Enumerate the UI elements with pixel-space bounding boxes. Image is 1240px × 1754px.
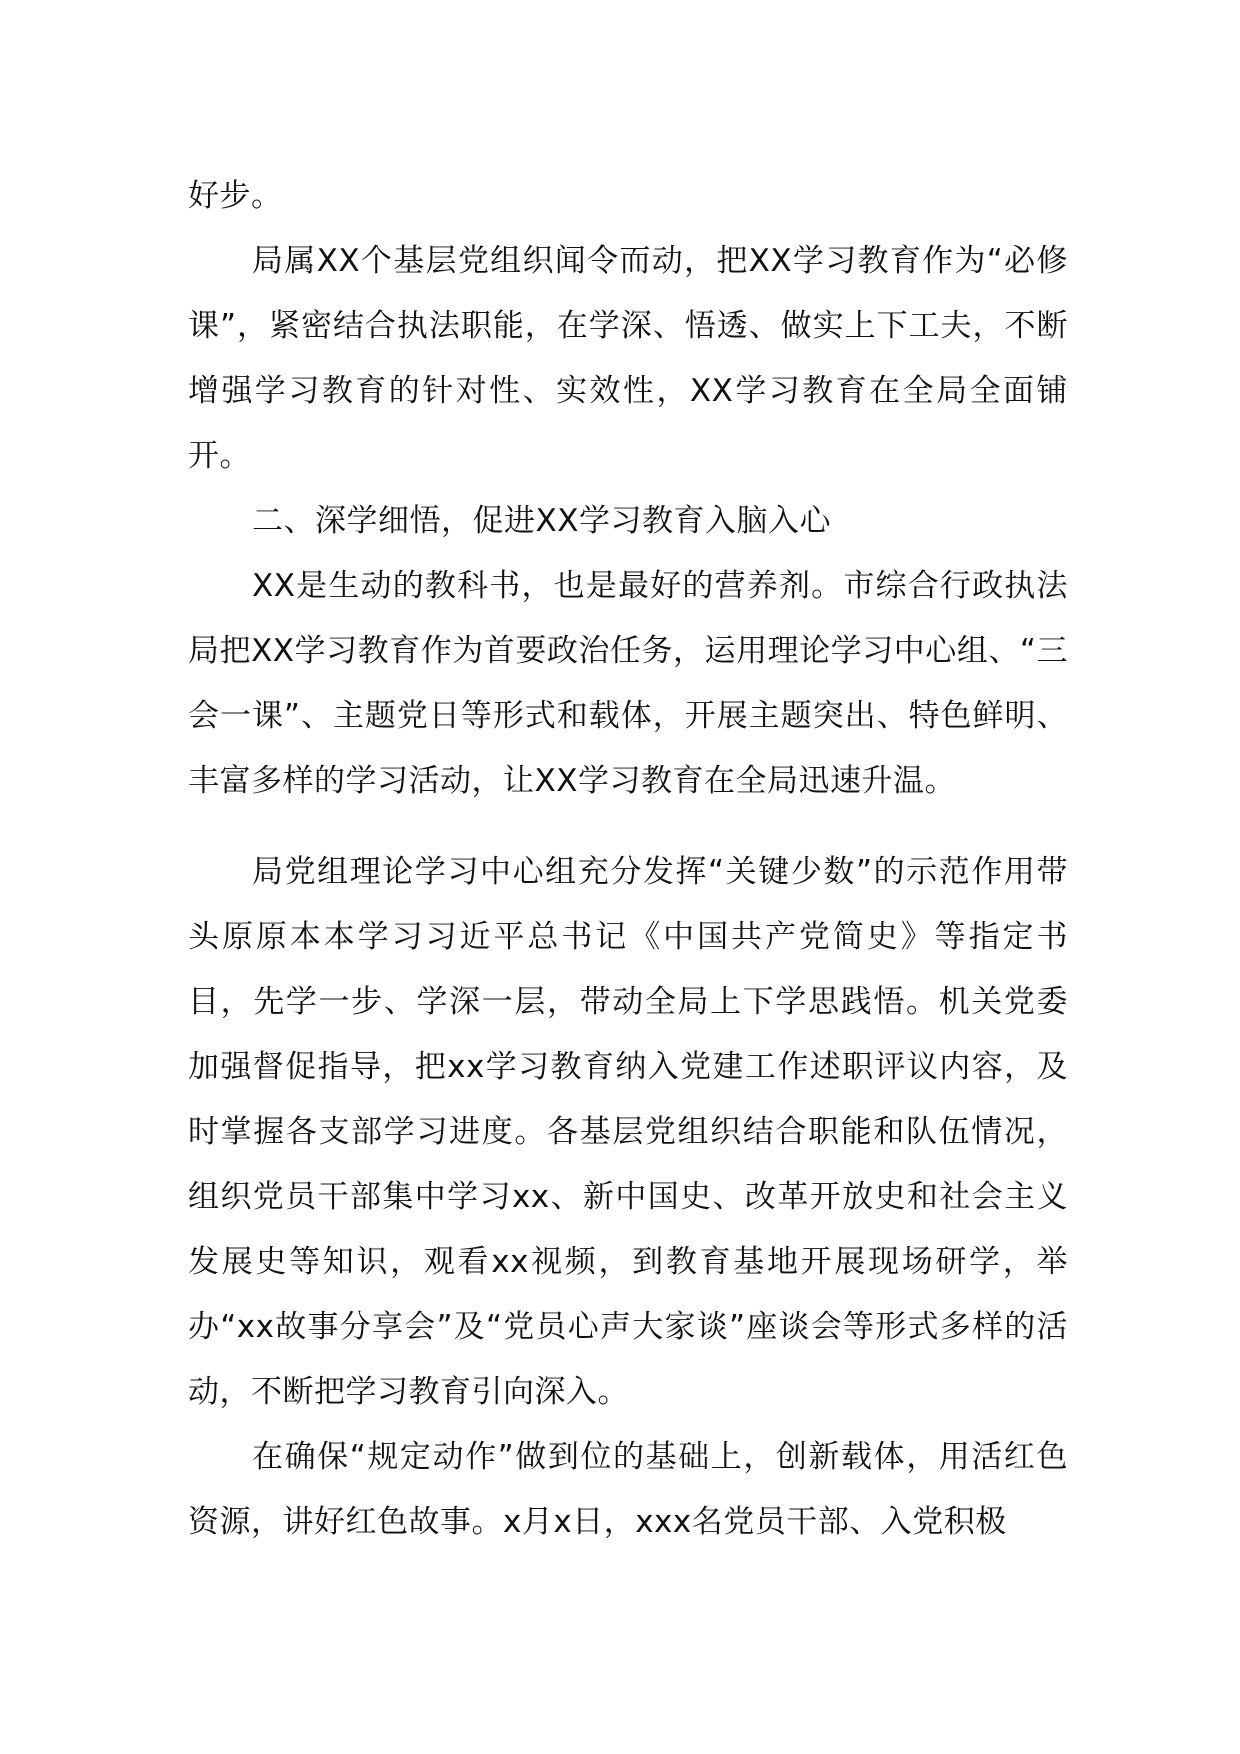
paragraph-textbook: XX是生动的教科书，也是最好的营养剂。市综合行政执法局把XX学习教育作为首要政治任务，运用理论学习中心组、“三会一课”、主题党日等形式和载体，开展主题突出、特色鲜明、丰富多样的学习活动，让XX学习教育在全局迅速升温。 xyxy=(188,568,1068,799)
document-body xyxy=(188,164,1068,1555)
paragraph-grassroots-organizations: 局属XX个基层党组织闻令而动，把XX学习教育作为“必修课”，紧密结合执法职能，在学深、悟透、做实上下工夫，不断增强学习教育的针对性、实效性，XX学习教育在全局全面铺开。 xyxy=(188,243,1068,474)
section-heading-deep-study: 二、深学细悟，促进XX学习教育入脑入心 xyxy=(252,503,831,539)
paragraph-red-resources: 在确保“规定动作”做到位的基础上，创新载体，用活红色资源，讲好红色故事。x月x日，xxx名党员干部、入党积极 xyxy=(188,1439,1068,1540)
paragraph-party-group-study: 局党组理论学习中心组充分发挥“关键少数”的示范作用带头原原本本学习习近平总书记《中国共产党简史》等指定书目，先学一步、学深一层，带动全局上下学思践悟。机关党委加强督促指导，把xx学习教育纳入党建工作述职评议内容，及时掌握各支部学习进度。各基层党组织结合职能和队伍情况，组织党员干部集中学习xx、新中国史、改革开放史和社会主义发展史等知识，观看xx视频，到教育基地开展现场研学，举办“xx故事分享会”及“党员心声大家谈”座谈会等形式多样的活动，不断把学习教育引向深入。 xyxy=(188,854,1068,1410)
paragraph-continuation: 好步。 xyxy=(188,178,283,214)
